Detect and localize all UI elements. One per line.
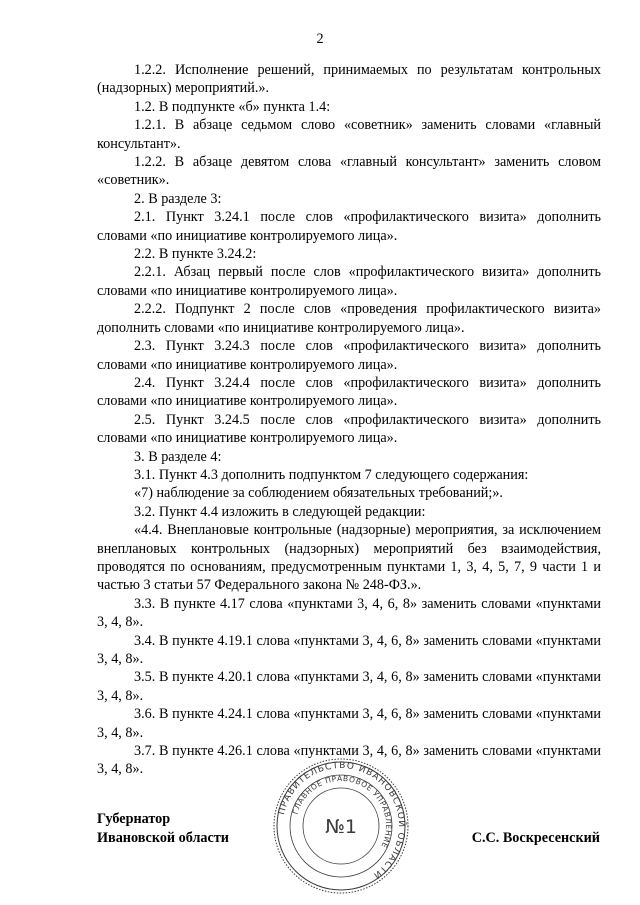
paragraph: 3.1. Пункт 4.3 дополнить подпунктом 7 следующего содержания: (134, 466, 529, 483)
paragraph: 3.2. Пункт 4.4 изложить в следующей редакции: (134, 503, 426, 520)
paragraph: 3.5. В пункте 4.20.1 слова «пунктами 3, 4, 6, 8» заменить словами «пунктами 3, 4, 8». (97, 669, 601, 704)
signatory-title-line1: Губернатор (97, 811, 171, 827)
seal-inner-text: ГЛАВНОЕ ПРАВОВОЕ УПРАВЛЕНИЕ (290, 773, 394, 850)
paragraph: 1.2.2. В абзаце девятом слова «главный консультант» заменить словом «советник». (97, 154, 601, 189)
paragraph: 2. В разделе 3: (134, 190, 222, 207)
paragraph: 2.3. Пункт 3.24.3 после слов «профилактического визита» дополнить словами «по инициативе контролируемого лица». (97, 338, 601, 373)
official-seal (271, 756, 411, 896)
paragraph: 3.6. В пункте 4.24.1 слова «пунктами 3, 4, 6, 8» заменить словами «пунктами 3, 4, 8». (97, 706, 601, 741)
paragraph: 1.2.1. В абзаце седьмом слово «советник» заменить словами «главный консультант». (97, 117, 601, 152)
paragraph: 2.2.2. Подпункт 2 после слов «проведения профилактического визита» дополнить словами «по инициативе контролируемого лица». (97, 301, 601, 336)
seal-outer-text: ПРАВИТЕЛЬСТВО ИВАНОВСКОЙ ОБЛАСТИ (277, 760, 407, 881)
paragraph: «7) наблюдение за соблюдением обязательных требований;». (134, 485, 503, 502)
paragraph: 3.4. В пункте 4.19.1 слова «пунктами 3, 4, 6, 8» заменить словами «пунктами 3, 4, 8». (97, 632, 601, 667)
paragraph: 2.2.1. Абзац первый после слов «профилактического визита» дополнить словами «по инициативе контролируемого лица». (97, 264, 601, 299)
paragraph: 3.7. В пункте 4.26.1 слова «пунктами 3, 4, 6, 8» заменить словами «пунктами 3, 4, 8». (97, 743, 601, 778)
paragraph: 2.5. Пункт 3.24.5 после слов «профилактического визита» дополнить словами «по инициативе контролируемого лица». (97, 411, 601, 447)
paragraph: 1.2.2. Исполнение решений, принимаемых по результатам контрольных (надзорных) мероприятий.». (97, 62, 601, 97)
paragraph: 2.1. Пункт 3.24.1 после слов «профилактического визита» дополнить словами «по инициативе контролируемого лица». (97, 209, 601, 244)
document-body (97, 61, 601, 779)
paragraph: 1.2. В подпункте «б» пункта 1.4: (134, 98, 331, 115)
signatory-title (97, 810, 229, 848)
paragraph: 2.4. Пункт 3.24.4 после слов «профилактического визита» дополнить словами «по инициативе контролируемого лица». (97, 374, 601, 410)
paragraph: 2.2. В пункте 3.24.2: (134, 246, 257, 263)
paragraph: 3.3. В пункте 4.17 слова «пунктами 3, 4, 6, 8» заменить словами «пунктами 3, 4, 8». (97, 595, 601, 631)
paragraph: 3. В разделе 4: (134, 448, 222, 465)
page-number: 2 (316, 31, 324, 47)
seal-center-number: №1 (325, 816, 357, 838)
paragraph: «4.4. Внеплановые контрольные (надзорные) мероприятия, за исключением внеплановых контрольных (надзорных) мероприятий без взаимодействия, проводятся по основаниям, предусмотренным пунктами 1, 3, 4, 5, 7, 9 части 1 и частью 3 статьи 57 Федерального закона № 248-ФЗ.». (97, 522, 601, 594)
signatory-name: С.С. Воскресенский (471, 830, 600, 846)
signatory-title-line2: Ивановской области (97, 830, 229, 846)
